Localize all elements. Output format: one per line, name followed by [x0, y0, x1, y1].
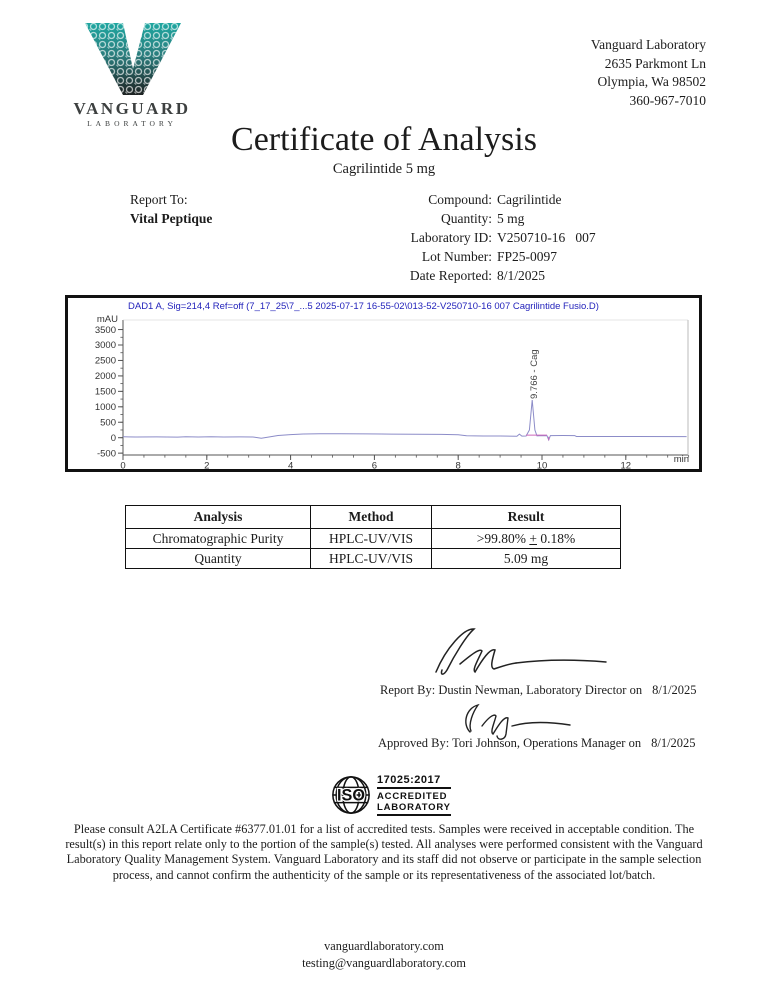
- svg-text:6: 6: [371, 460, 378, 472]
- document-subtitle: Cagrilintide 5 mg: [332, 161, 436, 177]
- lab-address: [591, 36, 706, 110]
- detail-value: 8/1/2025: [497, 268, 546, 283]
- svg-text:4: 4: [287, 460, 294, 472]
- logo-wordmark: VANGUARD: [73, 99, 191, 118]
- detail-row: [300, 228, 596, 247]
- director-signature-icon: [420, 620, 620, 682]
- iso-laboratory: LABORATORY: [377, 802, 451, 816]
- detail-label: Quantity:: [441, 211, 492, 226]
- detail-value: Cagrilintide: [497, 192, 562, 207]
- detail-row: [300, 190, 596, 209]
- svg-text:2500: 2500: [94, 355, 116, 367]
- chromatogram-box: [65, 295, 702, 472]
- results-table: [125, 505, 621, 569]
- iso-text-block: [377, 774, 451, 816]
- detail-row: [300, 209, 596, 228]
- detail-label: Compound:: [428, 192, 492, 207]
- iso-globe-text: ISO: [337, 786, 365, 805]
- table-row: [126, 549, 621, 569]
- approved-date: 8/1/2025: [651, 736, 696, 750]
- cell-analysis: Chromatographic Purity: [126, 529, 311, 549]
- chromatogram-trace: [123, 400, 687, 440]
- chart-title: DAD1 A, Sig=214,4 Ref=off (7_17_25\7_...5 2025-07-17 16-55-02\013-52-V250710-16 007 Cagrilintide Fusio.D): [128, 301, 599, 312]
- header-result: Result: [432, 506, 621, 529]
- footer-email: testing@vanguardlaboratory.com: [302, 955, 466, 970]
- vanguard-logo: [62, 22, 202, 128]
- address-line: 360-967-7010: [629, 92, 706, 108]
- document-title: Certificate of Analysis: [231, 121, 537, 158]
- x-axis-unit: min: [673, 454, 689, 465]
- detail-label: Lot Number:: [421, 249, 492, 264]
- approved-by-text: Approved By: Tori Johnson, Operations Manager on: [378, 736, 642, 750]
- svg-text:500: 500: [100, 417, 116, 429]
- svg-text:-500: -500: [96, 448, 116, 460]
- chart-axes: [95, 320, 689, 472]
- svg-text:1500: 1500: [94, 386, 116, 398]
- iso-standard: 17025:2017: [377, 774, 451, 789]
- result-value: >99.80%: [476, 530, 530, 546]
- cell-result: 5.09 mg: [432, 549, 621, 569]
- table-row: [126, 529, 621, 549]
- svg-text:3000: 3000: [94, 340, 116, 352]
- iso-accredited: ACCREDITED: [377, 791, 448, 802]
- detail-row: [300, 266, 596, 285]
- svg-text:3500: 3500: [94, 324, 116, 336]
- address-line: 2635 Parkmont Ln: [604, 55, 706, 71]
- detail-value: FP25-0097: [497, 249, 558, 264]
- report-by-text: Report By: Dustin Newman, Laboratory Director on: [380, 683, 643, 697]
- svg-text:0: 0: [120, 460, 126, 472]
- iso-globe-icon: [330, 774, 372, 816]
- detail-label: Date Reported:: [409, 268, 492, 283]
- detail-label: Laboratory ID:: [410, 230, 492, 245]
- client-name: Vital Peptique: [130, 211, 213, 226]
- peak-label: 9.766 - Cag: [529, 349, 540, 399]
- plus-minus-sign: +: [529, 530, 537, 546]
- svg-text:8: 8: [455, 460, 461, 472]
- svg-text:10: 10: [536, 460, 548, 472]
- detail-value: V250710-16 007: [497, 230, 596, 245]
- header-analysis: Analysis: [126, 506, 311, 529]
- cell-analysis: Quantity: [126, 549, 311, 569]
- logo-v-icon: [71, 22, 193, 96]
- report-to-label: Report To:: [130, 192, 188, 207]
- address-line: Vanguard Laboratory: [590, 37, 706, 52]
- cell-method: HPLC-UV/VIS: [311, 529, 432, 549]
- report-by-line: [380, 683, 697, 698]
- svg-text:2000: 2000: [94, 371, 116, 383]
- disclaimer-text: Please consult A2LA Certificate #6377.01.01 for a list of accredited tests. Samples were received in acceptable condition. The result(s) in this report relate only to the portion of the sample(s) tested. All analyses were performed consistent with the Vanguard Laboratory Quality Management System. Vanguard Laboratory and its staff did not observe or participate in the sample selection process, and cannot confirm the authenticity of the sample or its representativeness of the associated lot/batch.: [65, 822, 703, 882]
- footer-website: vanguardlaboratory.com: [324, 939, 444, 953]
- page-footer: [0, 938, 768, 971]
- header-method: Method: [311, 506, 432, 529]
- result-tolerance: 0.18%: [536, 530, 576, 546]
- svg-text:0: 0: [110, 432, 116, 444]
- cell-result: [432, 529, 621, 549]
- iso-accreditation: [330, 774, 451, 816]
- approved-by-line: [378, 736, 696, 751]
- svg-text:1000: 1000: [94, 402, 116, 413]
- table-header-row: [126, 506, 621, 529]
- y-axis-unit: mAU: [96, 314, 118, 325]
- svg-text:12: 12: [620, 460, 632, 472]
- detail-value: 5 mg: [497, 211, 525, 226]
- chromatogram-plot: [68, 298, 693, 472]
- logo-subtext: LABORATORY: [87, 119, 177, 128]
- svg-text:2: 2: [204, 460, 210, 472]
- report-date: 8/1/2025: [652, 683, 697, 697]
- detail-row: [300, 247, 596, 266]
- address-line: Olympia, Wa 98502: [597, 74, 706, 89]
- report-to-block: [130, 190, 212, 228]
- sample-details: [300, 190, 596, 285]
- cell-method: HPLC-UV/VIS: [311, 549, 432, 569]
